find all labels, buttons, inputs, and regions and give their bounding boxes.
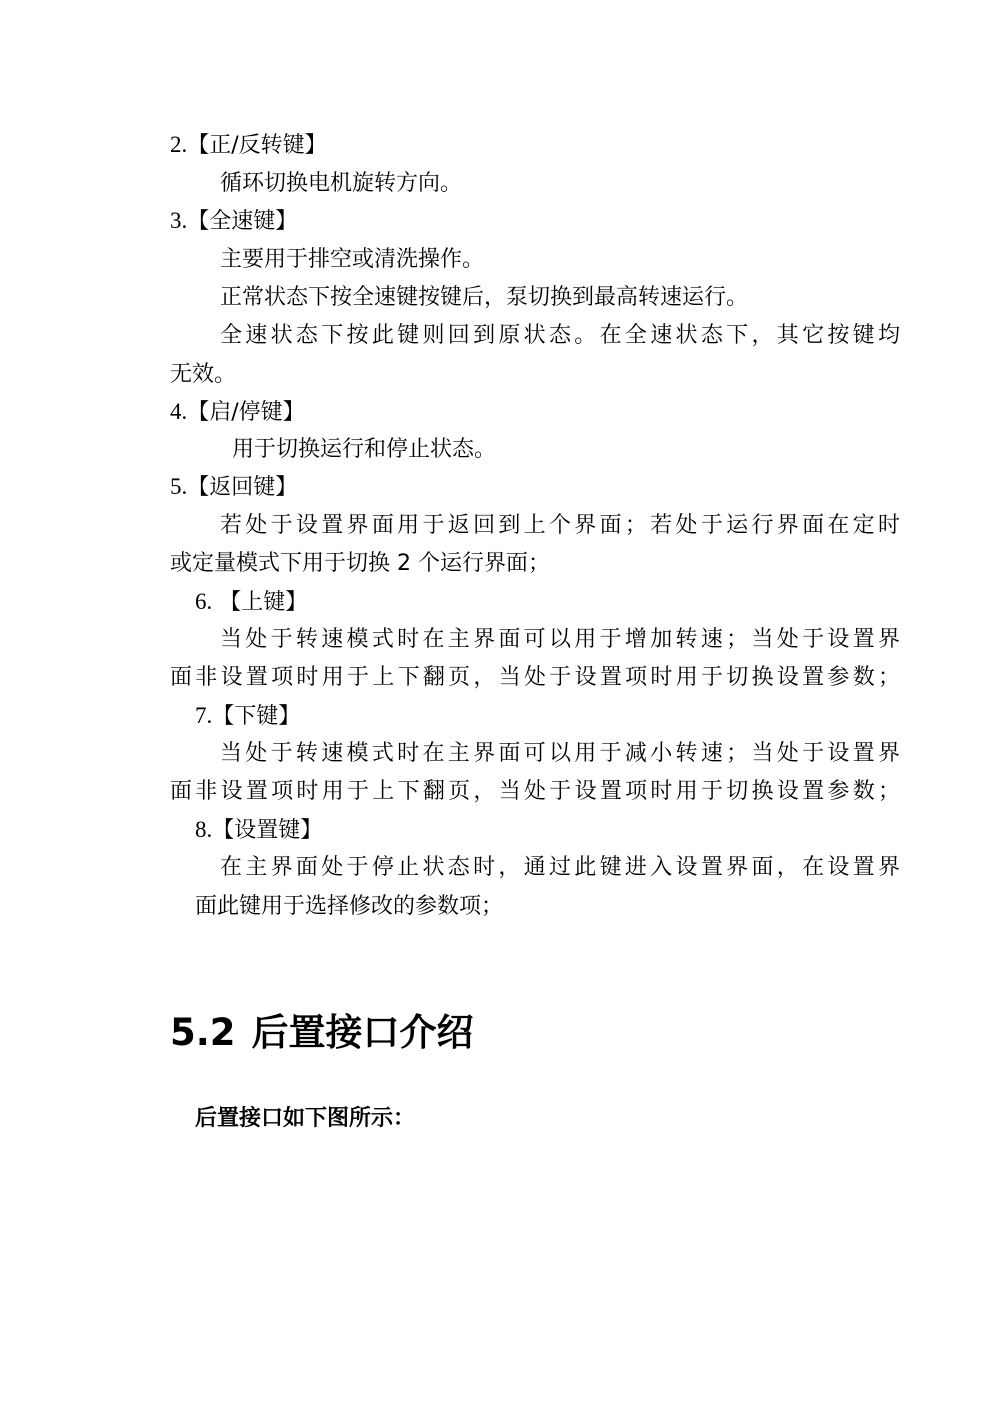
item-2-heading: [170, 130, 327, 161]
item-7-heading: [195, 701, 300, 732]
item-3-title: 【全速键】: [187, 209, 298, 234]
item-4-title: 【启/停键】: [187, 400, 305, 425]
item-2-title: 【正/反转键】: [187, 133, 327, 158]
item-5-desc-line-1: 若处于设置界面用于返回到上个界面；若处于运行界面在定时: [220, 513, 900, 538]
item-3-desc-line-4: 无效。: [170, 362, 237, 387]
section-heading: [170, 1008, 474, 1058]
item-3-desc-line-1: 主要用于排空或清洗操作。: [220, 247, 485, 272]
item-2-number: 2.: [170, 132, 188, 157]
item-6-desc-line-1: 当处于转速模式时在主界面可以用于增加转速；当处于设置界: [220, 627, 900, 652]
item-7-desc-line-1: 当处于转速模式时在主界面可以用于减小转速；当处于设置界: [220, 741, 900, 766]
item-7-number: 7.: [195, 703, 213, 728]
section-number: 5.2: [170, 1011, 236, 1054]
item-8-title: 【设置键】: [212, 818, 323, 843]
item-4-number: 4.: [170, 399, 188, 424]
item-6-heading: [195, 587, 307, 618]
item-5-title: 【返回键】: [187, 475, 298, 500]
item-7-title: 【下键】: [212, 704, 301, 729]
item-7-desc-line-2: 面非设置项时用于上下翻页，当处于设置项时用于切换设置参数；: [170, 779, 900, 804]
item-6-title: 【上键】: [212, 590, 308, 615]
item-8-number: 8.: [195, 817, 213, 842]
item-3-heading: [170, 206, 297, 237]
section-title: 后置接口介绍: [251, 1011, 474, 1054]
item-3-desc-line-2: 正常状态下按全速键按键后，泵切换到最高转速运行。: [220, 285, 749, 310]
item-3-number: 3.: [170, 208, 188, 233]
item-2-desc-line-1: 循环切换电机旋转方向。: [220, 171, 463, 196]
item-4-desc-line-1: 用于切换运行和停止状态。: [232, 437, 497, 462]
item-5-desc-line-2: 或定量模式下用于切换 2 个运行界面；: [170, 551, 550, 576]
item-8-desc-line-1: 在主界面处于停止状态时，通过此键进入设置界面，在设置界: [220, 855, 900, 880]
figure-caption: 后置接口如下图所示：: [195, 1106, 416, 1131]
item-4-heading: [170, 397, 305, 428]
item-5-heading: [170, 472, 297, 503]
item-8-desc-line-2: 面此键用于选择修改的参数项；: [195, 894, 504, 919]
item-8-heading: [195, 815, 322, 846]
item-5-number: 5.: [170, 474, 188, 499]
item-6-desc-line-2: 面非设置项时用于上下翻页，当处于设置项时用于切换设置参数；: [170, 665, 900, 690]
item-6-number: 6.: [195, 589, 213, 614]
item-3-desc-line-3: 全速状态下按此键则回到原状态。在全速状态下，其它按键均: [220, 323, 900, 348]
